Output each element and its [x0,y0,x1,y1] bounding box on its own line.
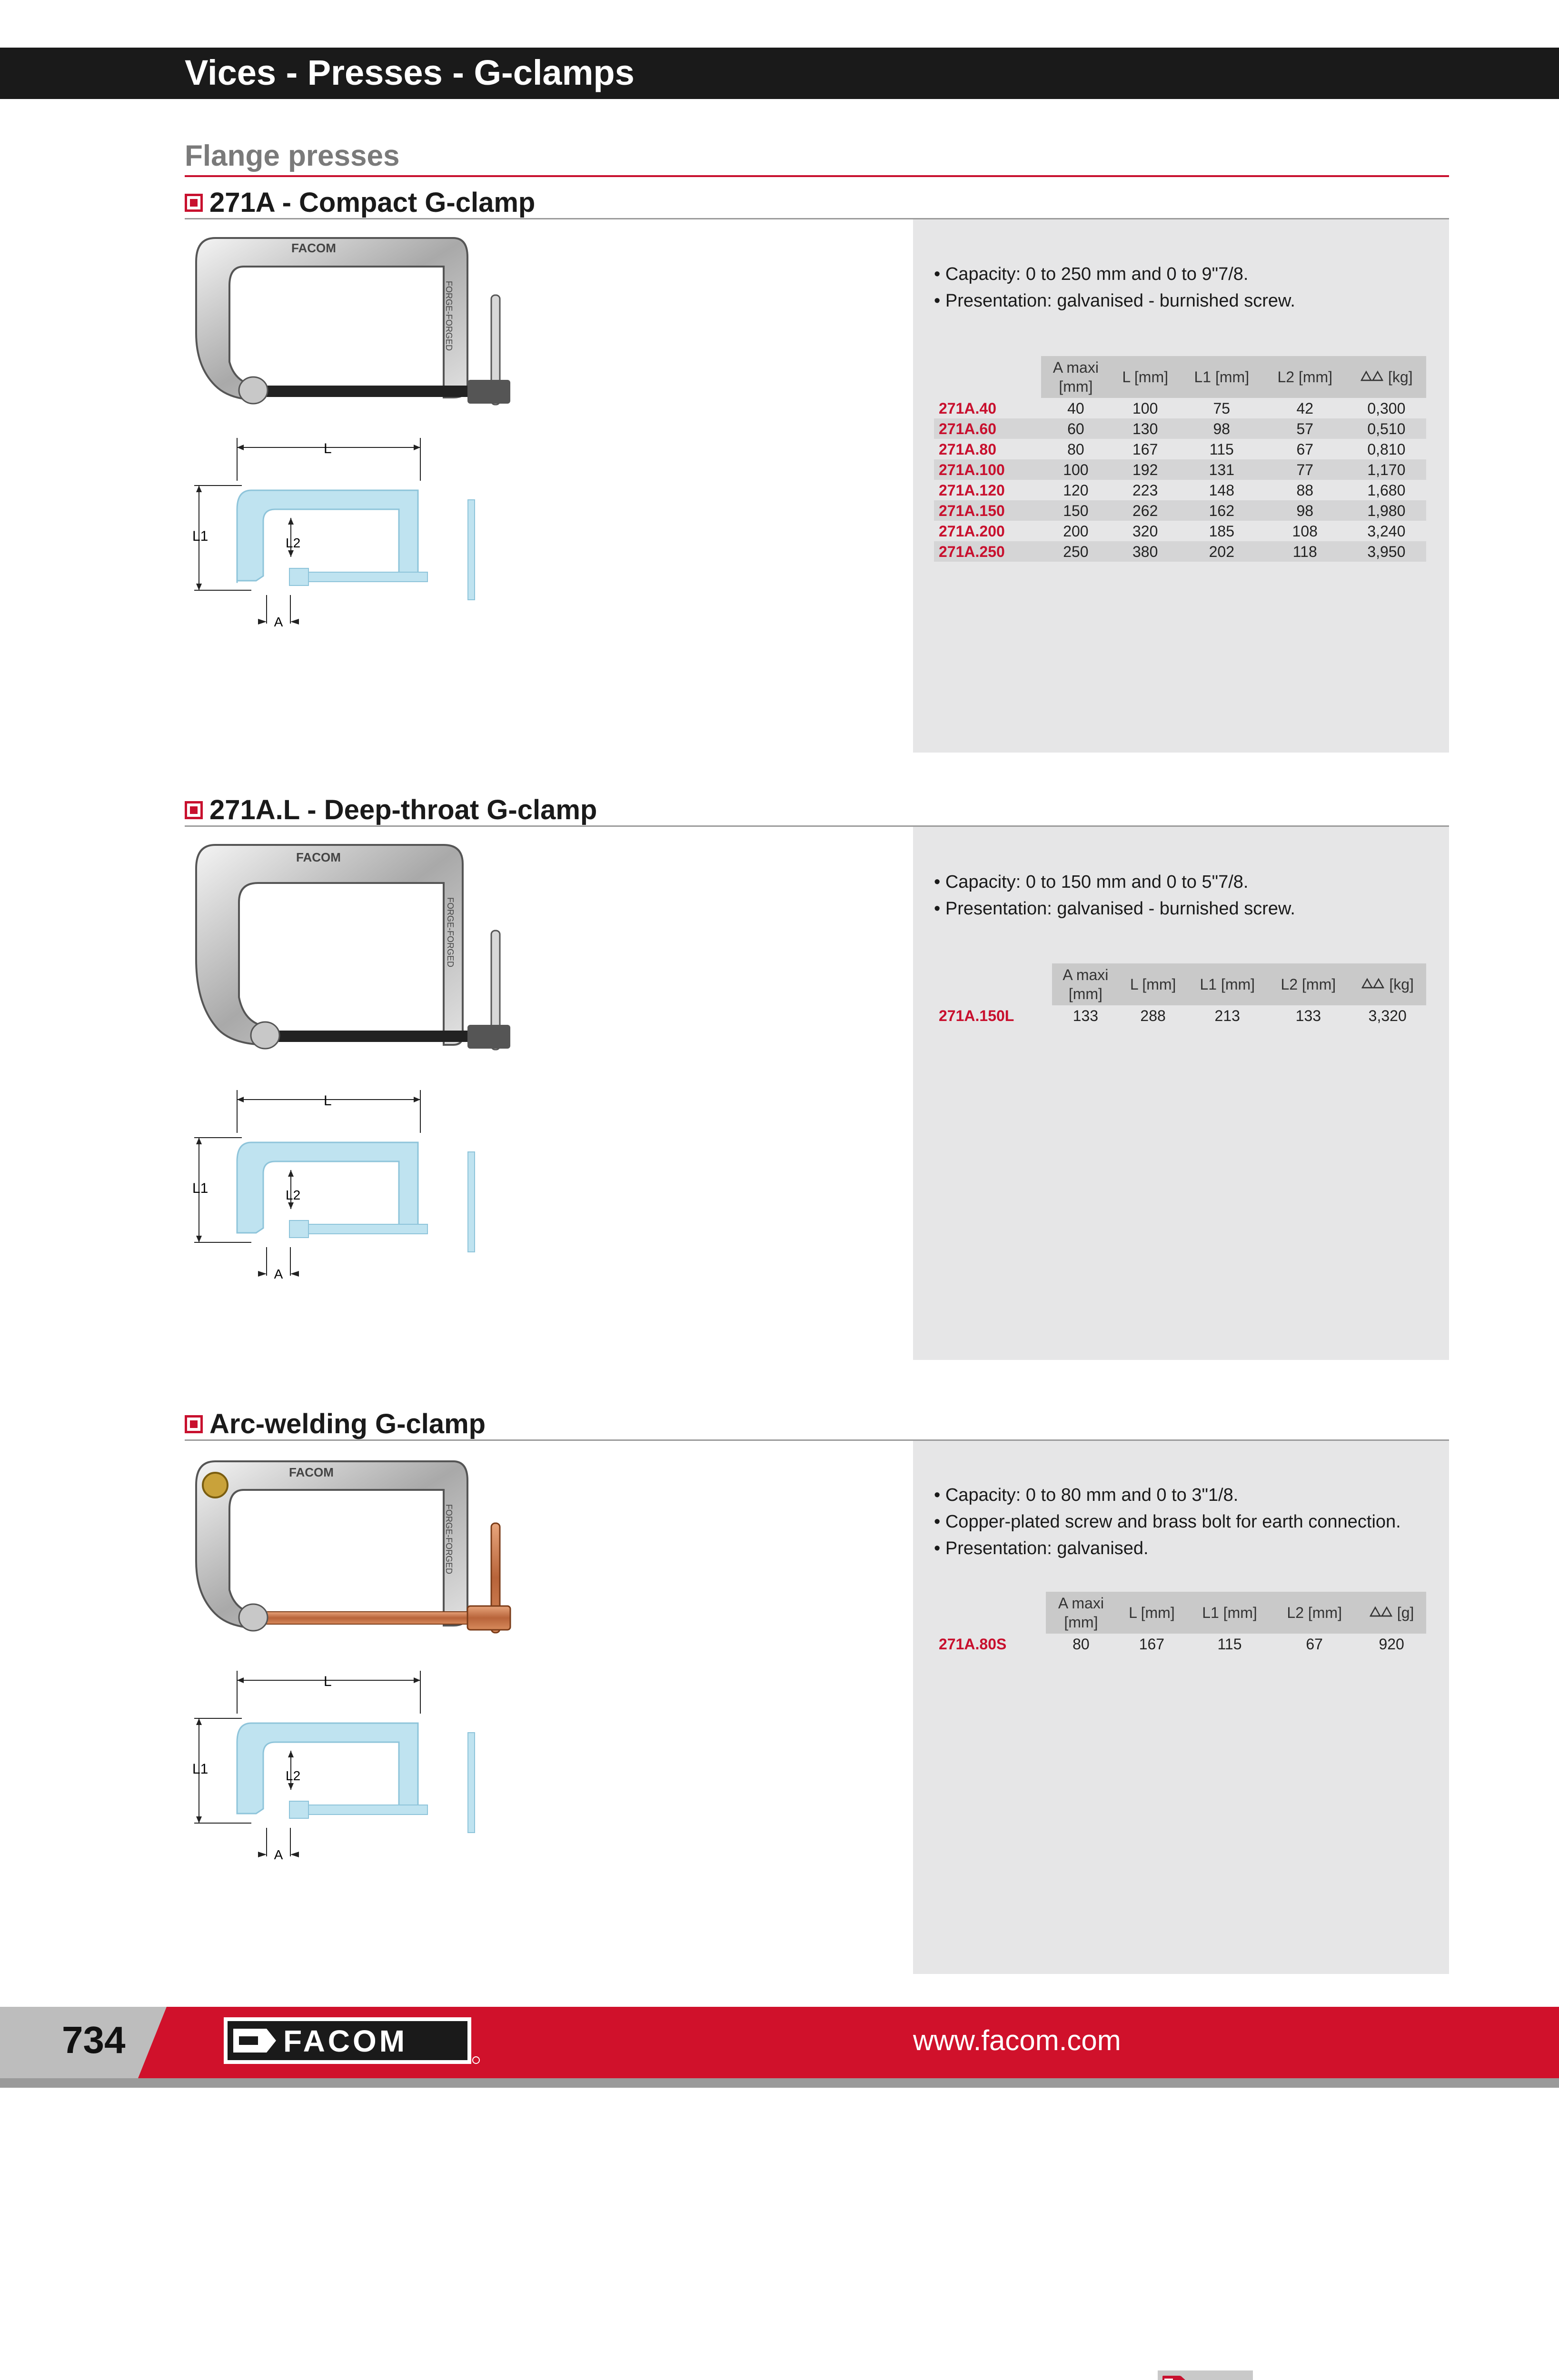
table-cell: 162 [1180,500,1263,521]
bullet-square-icon [185,194,203,212]
reference-code: 271A.100 [934,459,1041,480]
arc-welding-g-clamp-photo [187,1452,529,1661]
section-title-271a [185,187,535,218]
feature-item: • Copper-plated screw and brass bolt for earth connection. [934,1512,1401,1532]
spec-table-arc-welding [934,1592,1426,1654]
table-cell: 200 [1063,522,1089,540]
section-title-arc-welding [185,1408,486,1440]
label-a: A [274,1267,283,1281]
reference-code: 271A.120 [939,481,1005,499]
section-title-text: Arc-welding G-clamp [209,1408,486,1439]
engraving-side: FORGE-FORGED [444,281,454,351]
engraving-side: FORGE-FORGED [444,1504,454,1574]
weight-icon [1361,977,1385,990]
reference-code: 271A.250 [934,541,1041,562]
table-cell: 148 [1209,481,1234,499]
table-cell: 130 [1111,418,1180,439]
engraving-brand: FACOM [296,850,341,864]
table-cell: 3,320 [1368,1007,1407,1024]
col-l1: L1 [mm] [1187,963,1268,1005]
col-l2: L2 [mm] [1263,356,1347,398]
feature-item: • Capacity: 0 to 250 mm and 0 to 9"7/8. [934,264,1249,284]
reference-code: 271A.80S [939,1635,1007,1653]
table-cell: 920 [1379,1635,1404,1653]
table-cell: 185 [1209,522,1234,540]
table-cell: 80 [1067,440,1084,458]
table-cell: 1,170 [1347,459,1426,480]
category-heading: Flange presses [185,139,400,172]
header-bar [0,48,1559,99]
feature-item: • Presentation: galvanised - burnished screw. [934,291,1295,311]
reference-code: 271A.200 [939,522,1005,540]
table-cell: 380 [1111,541,1180,562]
weight-icon [1360,370,1384,382]
col-weight [1349,963,1426,1005]
table-cell: 223 [1132,481,1158,499]
bullet-square-icon [185,1415,203,1433]
spec-table-body [934,1634,1426,1654]
col-weight [1347,356,1426,398]
table-cell: 98 [1263,500,1347,521]
weight-icon [1369,1606,1393,1618]
table-cell: 120 [1063,481,1089,499]
col-weight [1357,1592,1426,1634]
bullet-square-icon [185,801,203,819]
website-link[interactable]: www.facom.com [913,2024,1121,2056]
feature-item: • Presentation: galvanised - burnished screw. [934,899,1295,919]
table-cell: 167 [1132,440,1158,458]
dimension-diagram [189,1666,494,1866]
table-cell: 67 [1306,1635,1323,1653]
table-cell: 3,950 [1347,541,1426,562]
reference-code: 271A.40 [939,399,996,417]
table-cell: 57 [1263,418,1347,439]
engraving-side: FORGE-FORGED [446,897,455,967]
page-title: Vices - Presses - G-clamps [185,53,635,92]
engraving-brand: FACOM [291,241,336,255]
section-title-271al [185,794,597,826]
col-l: L [mm] [1111,356,1180,398]
table-cell: 131 [1180,459,1263,480]
col-l: L [mm] [1116,1592,1187,1634]
table-cell: 108 [1292,522,1318,540]
table-cell: 115 [1217,1635,1242,1653]
label-l2: L2 [286,1188,301,1202]
table-cell: 40 [1067,399,1084,417]
label-a: A [274,615,283,629]
table-cell: 77 [1263,459,1347,480]
label-a: A [274,1847,283,1862]
table-cell: 133 [1072,1007,1099,1024]
table-cell: 115 [1209,440,1234,458]
table-cell: 80 [1072,1635,1090,1653]
col-label: [kg] [1388,368,1413,386]
col-label: A maxi [mm] [1058,1595,1104,1631]
table-cell: 100 [1041,459,1110,480]
label-l1: L1 [192,528,209,544]
table-cell: 0,510 [1347,418,1426,439]
category-divider [185,175,1449,177]
table-cell: 118 [1263,541,1347,562]
feature-list-271al [934,869,1295,922]
feature-item: • Presentation: galvanised. [934,1538,1149,1558]
facom-mark-icon [1162,2375,1186,2380]
table-cell: 88 [1296,481,1314,499]
table-cell: 75 [1213,399,1231,417]
spec-table-body [934,398,1426,562]
table-row [934,480,1426,500]
spec-table-body [934,1005,1426,1026]
table-cell: 167 [1139,1635,1165,1653]
reference-code: 271A.60 [934,418,1041,439]
logo-text: FACOM [283,2024,408,2058]
table-row [934,521,1426,541]
table-row [934,459,1426,480]
feature-item: • Capacity: 0 to 80 mm and 0 to 3"1/8. [934,1485,1239,1505]
reference-code: 271A.150 [934,500,1041,521]
table-cell: 213 [1214,1007,1240,1024]
spec-table-271a [934,356,1426,562]
engraving-brand: FACOM [289,1465,334,1479]
table-cell: 262 [1111,500,1180,521]
table-cell: 0,300 [1367,399,1406,417]
table-cell: 202 [1180,541,1263,562]
col-l2: L2 [mm] [1268,963,1349,1005]
spec-table-271al [934,963,1426,1026]
table-cell: 100 [1132,399,1158,417]
table-cell: 133 [1295,1007,1321,1024]
col-a-maxi [1052,963,1119,1005]
footer-strip [0,2078,1559,2088]
page-number: 734 [62,2019,126,2061]
table-cell: 150 [1041,500,1110,521]
feature-list-271a [934,261,1295,314]
col-l2: L2 [mm] [1272,1592,1357,1634]
col-label: [g] [1397,1604,1414,1621]
table-cell: 1,980 [1347,500,1426,521]
feature-item: • Capacity: 0 to 150 mm and 0 to 5"7/8. [934,872,1249,892]
reference-code: 271A.80 [939,440,996,458]
feature-list-arc-welding [934,1482,1401,1562]
label-l: L [324,1093,332,1109]
section-title-text: 271A.L - Deep-throat G-clamp [209,794,597,825]
label-l2: L2 [286,1768,301,1783]
table-cell: 288 [1140,1007,1166,1024]
table-row [934,541,1426,562]
label-l: L [324,1674,332,1689]
col-label: A maxi [mm] [1063,966,1109,1002]
table-row [934,439,1426,459]
label-l2: L2 [286,536,301,550]
compact-g-clamp-photo [187,228,529,428]
table-cell: 67 [1296,440,1314,458]
table-row [934,418,1426,439]
col-label: A maxi [mm] [1053,359,1099,395]
table-row [934,398,1426,418]
col-a-maxi [1041,356,1110,398]
label-l: L [324,441,332,456]
col-label: [kg] [1389,976,1414,993]
table-cell: 250 [1041,541,1110,562]
dimension-diagram [189,1085,494,1285]
table-cell: 98 [1180,418,1263,439]
table-cell: 42 [1296,399,1314,417]
deep-throat-g-clamp-photo [187,835,529,1073]
reference-icon [1158,2370,1253,2380]
table-row [934,1634,1426,1654]
table-row [934,1005,1426,1026]
label-l1: L1 [192,1180,209,1196]
section-title-text: 271A - Compact G-clamp [209,187,536,218]
table-cell: 0,810 [1367,440,1406,458]
table-cell: 3,240 [1367,522,1406,540]
table-cell: 60 [1041,418,1110,439]
table-cell: 1,680 [1367,481,1406,499]
table-cell: 320 [1132,522,1158,540]
reference-code: 271A.150L [939,1007,1014,1024]
col-a-maxi [1046,1592,1116,1634]
col-l1: L1 [mm] [1180,356,1263,398]
dimension-diagram [189,433,494,633]
table-row [934,500,1426,521]
table-cell: 192 [1111,459,1180,480]
facom-logo [224,2014,481,2067]
col-l: L [mm] [1119,963,1187,1005]
label-l1: L1 [192,1761,209,1777]
col-l1: L1 [mm] [1187,1592,1272,1634]
